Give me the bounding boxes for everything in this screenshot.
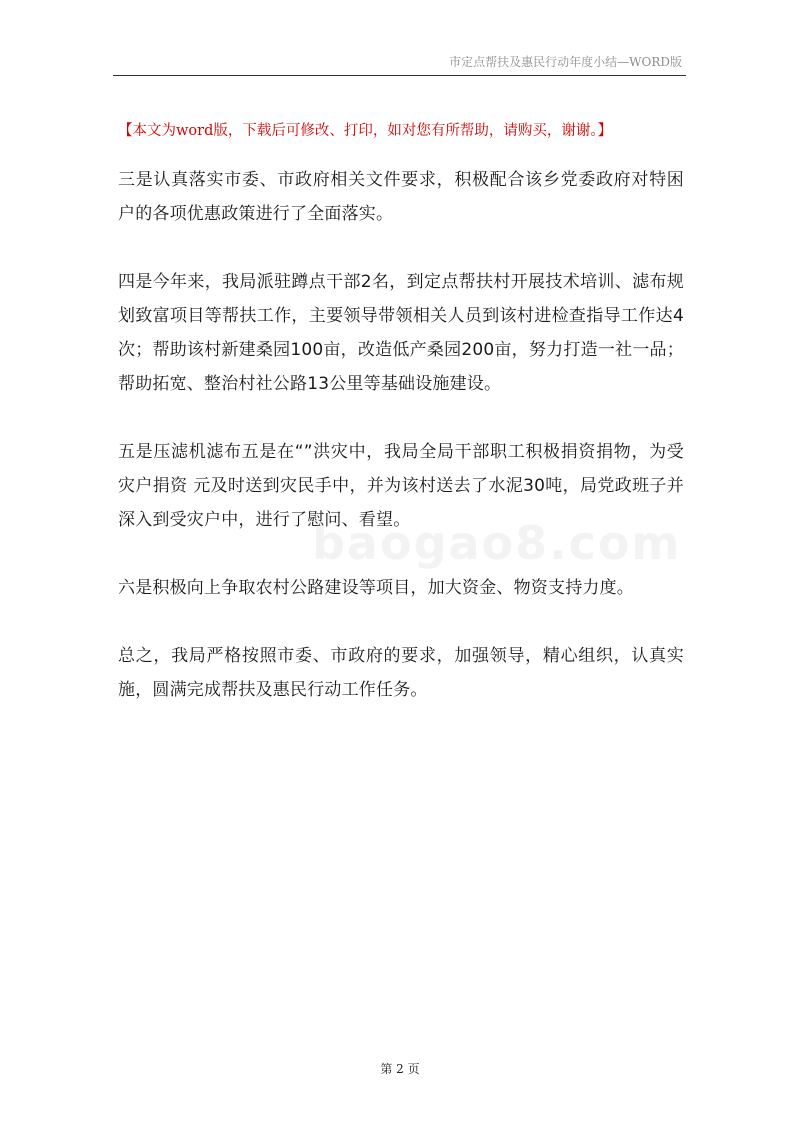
document-body	[118, 163, 684, 741]
site-watermark: baogao8.com	[312, 516, 682, 570]
paragraph-5: 五是压滤机滤布五是在“”洪灾中，我局全局干部职工积极捐资捐物，为受灾户捐资 元及时送到灾民手中，并为该村送去了水泥30吨，局党政班子并深入到受灾户中，进行了慰问、看望。	[118, 442, 684, 530]
paragraph-summary: 总之，我局严格按照市委、市政府的要求，加强领导，精心组织，认真实施，圆满完成帮扶及惠民行动工作任务。	[118, 646, 684, 700]
paragraph-3: 三是认真落实市委、市政府相关文件要求，积极配合该乡党委政府对特困户的各项优惠政策进行了全面落实。	[118, 170, 684, 224]
paragraph-6: 六是积极向上争取农村公路建设等项目，加大资金、物资支持力度。	[118, 578, 634, 598]
paragraph-4: 四是今年来，我局派驻蹲点干部2名，到定点帮扶村开展技术培训、滤布规划致富项目等帮扶工作，主要领导带领相关人员到该村进检查指导工作达4次；帮助该村新建桑园100亩，改造低产桑园200亩，努力打造一社一品；帮助拓宽、整治村社公路13公里等基础设施建设。	[118, 272, 684, 394]
document-header-title: 市定点帮扶及惠民行动年度小结—WORD版	[449, 55, 682, 69]
purchase-notice: 【本文为word版，下载后可修改、打印，如对您有所帮助，请购买，谢谢。】	[118, 123, 613, 139]
header-divider	[113, 75, 686, 76]
page-number: 第 2 页	[380, 1062, 420, 1076]
